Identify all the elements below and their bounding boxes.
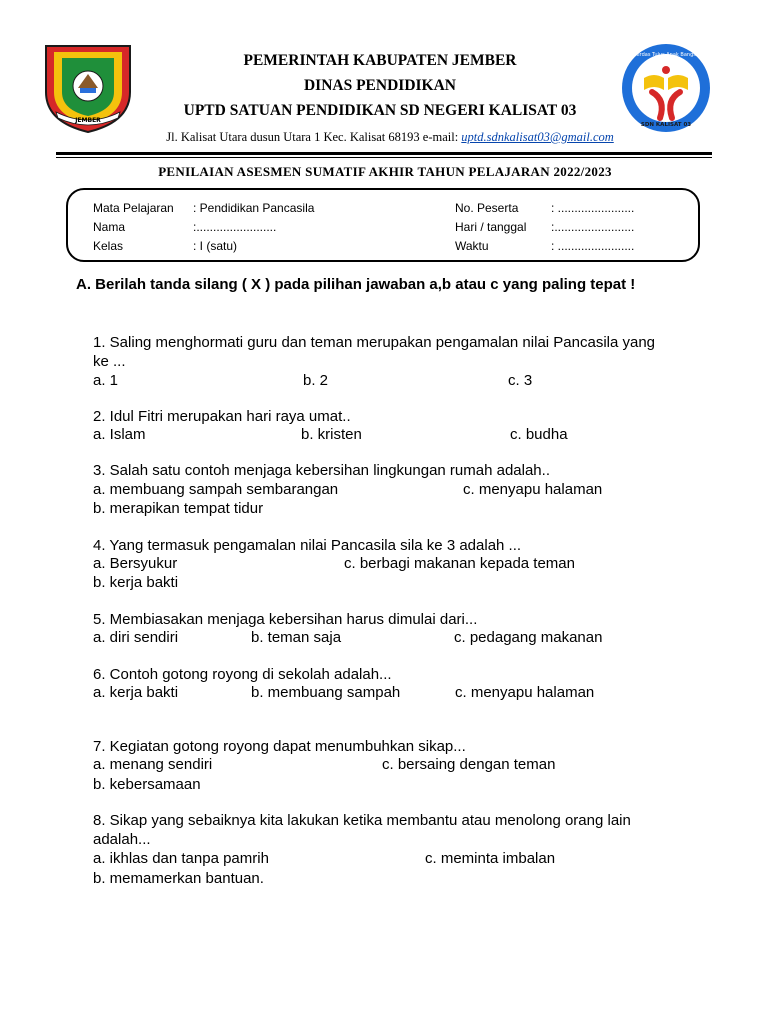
question-1-option-c[interactable]: c. 3 (508, 372, 533, 389)
header-rule-thick (56, 152, 712, 155)
info-name-row (93, 220, 276, 234)
class-label: Kelas (93, 239, 124, 253)
school-address (110, 130, 670, 145)
instruction-text: A. Berilah tanda silang ( X ) pada pilihan jawaban a,b atau c yang paling tepat ! (76, 276, 636, 293)
date-label: Hari / tanggal (455, 220, 527, 234)
question-5-option-b[interactable]: b. teman saja (251, 629, 342, 646)
question-5-text: 5. Membiasakan menjaga kebersihan harus dimulai dari... (93, 611, 478, 628)
logo-right-text: SDN KALISAT 03 (640, 122, 692, 128)
question-1-option-a[interactable]: a. 1 (93, 372, 119, 389)
question-8-text: 8. Sikap yang sebaiknya kita lakukan ketika membantu atau menolong orang lain adalah... (93, 812, 631, 848)
header-line-2: DINAS PENDIDIKAN (303, 77, 456, 94)
question-6-text: 6. Contoh gotong royong di sekolah adalah... (93, 666, 392, 683)
question-4-option-a[interactable]: a. Bersyukur (93, 555, 178, 572)
jember-emblem-logo (42, 42, 134, 134)
header-line-3: UPTD SATUAN PENDIDIKAN SD NEGERI KALISAT 03 (183, 102, 577, 119)
time-label: Waktu (455, 239, 489, 253)
name-label: Nama (93, 220, 126, 234)
question-5-option-a[interactable]: a. diri sendiri (93, 629, 179, 646)
class-value: : I (satu) (193, 239, 238, 253)
header-rule-thin (56, 157, 712, 158)
question-8-option-b[interactable]: b. memamerkan bantuan. (93, 870, 264, 887)
question-2-text: 2. Idul Fitri merupakan hari raya umat.. (93, 408, 351, 425)
question-1-text: 1. Saling menghormati guru dan teman merupakan pengamalan nilai Pancasila yang ke ... (93, 334, 656, 370)
question-2-option-b[interactable]: b. kristen (301, 426, 362, 443)
info-time-row (455, 239, 634, 253)
address-text: Jl. Kalisat Utara dusun Utara 1 Kec. Kalisat 68193 e-mail: (166, 130, 462, 144)
school-logo (620, 42, 712, 134)
email-link[interactable]: uptd.sdnkalisat03@gmail.com (461, 130, 614, 144)
time-value: : ....................... (551, 239, 635, 253)
info-class-row (93, 239, 237, 253)
question-2-option-c[interactable]: c. budha (510, 426, 568, 443)
question-8-option-c[interactable]: c. meminta imbalan (425, 850, 556, 867)
question-3-text: 3. Salah satu contoh menjaga kebersihan lingkungan rumah adalah.. (93, 462, 550, 479)
header-line-1: PEMERINTAH KABUPATEN JEMBER (243, 52, 517, 69)
question-1-option-b[interactable]: b. 2 (303, 372, 329, 389)
question-5-option-c[interactable]: c. pedagang makanan (454, 629, 603, 646)
question-6-option-b[interactable]: b. membuang sampah (251, 684, 401, 701)
info-number-row (455, 201, 634, 215)
question-4-text: 4. Yang termasuk pengamalan nilai Pancasila sila ke 3 adalah ... (93, 537, 522, 554)
date-value: :........................ (551, 220, 635, 234)
question-7-option-a[interactable]: a. menang sendiri (93, 756, 213, 773)
question-3-option-a[interactable]: a. membuang sampah sembarangan (93, 481, 339, 498)
question-3-option-c[interactable]: c. menyapu halaman (463, 481, 603, 498)
subject-value: : Pendidikan Pancasila (193, 201, 315, 215)
number-label: No. Peserta (455, 201, 519, 215)
question-6-option-c[interactable]: c. menyapu halaman (455, 684, 595, 701)
logo-right-top-text: Cerdas Tulus Anak Bangsa (633, 52, 699, 58)
question-8-option-a[interactable]: a. ikhlas dan tanpa pamrih (93, 850, 269, 867)
question-2-option-a[interactable]: a. Islam (93, 426, 146, 443)
number-value: : ....................... (551, 201, 635, 215)
info-subject-row (93, 201, 314, 215)
info-date-row (455, 220, 634, 234)
question-7-option-c[interactable]: c. bersaing dengan teman (382, 756, 556, 773)
question-6-option-a[interactable]: a. kerja bakti (93, 684, 179, 701)
question-7-option-b[interactable]: b. kebersamaan (93, 776, 201, 793)
question-7-text: 7. Kegiatan gotong royong dapat menumbuhkan sikap... (93, 738, 466, 755)
logo-left-text: JEMBER (75, 117, 101, 124)
subject-label: Mata Pelajaran (93, 201, 174, 215)
exam-title: PENILAIAN ASESMEN SUMATIF AKHIR TAHUN PELAJARAN 2022/2023 (158, 164, 612, 179)
name-value: :........................ (193, 220, 277, 234)
question-3-option-b[interactable]: b. merapikan tempat tidur (93, 500, 264, 517)
question-4-option-c[interactable]: c. berbagi makanan kepada teman (344, 555, 575, 572)
question-4-option-b[interactable]: b. kerja bakti (93, 574, 179, 591)
